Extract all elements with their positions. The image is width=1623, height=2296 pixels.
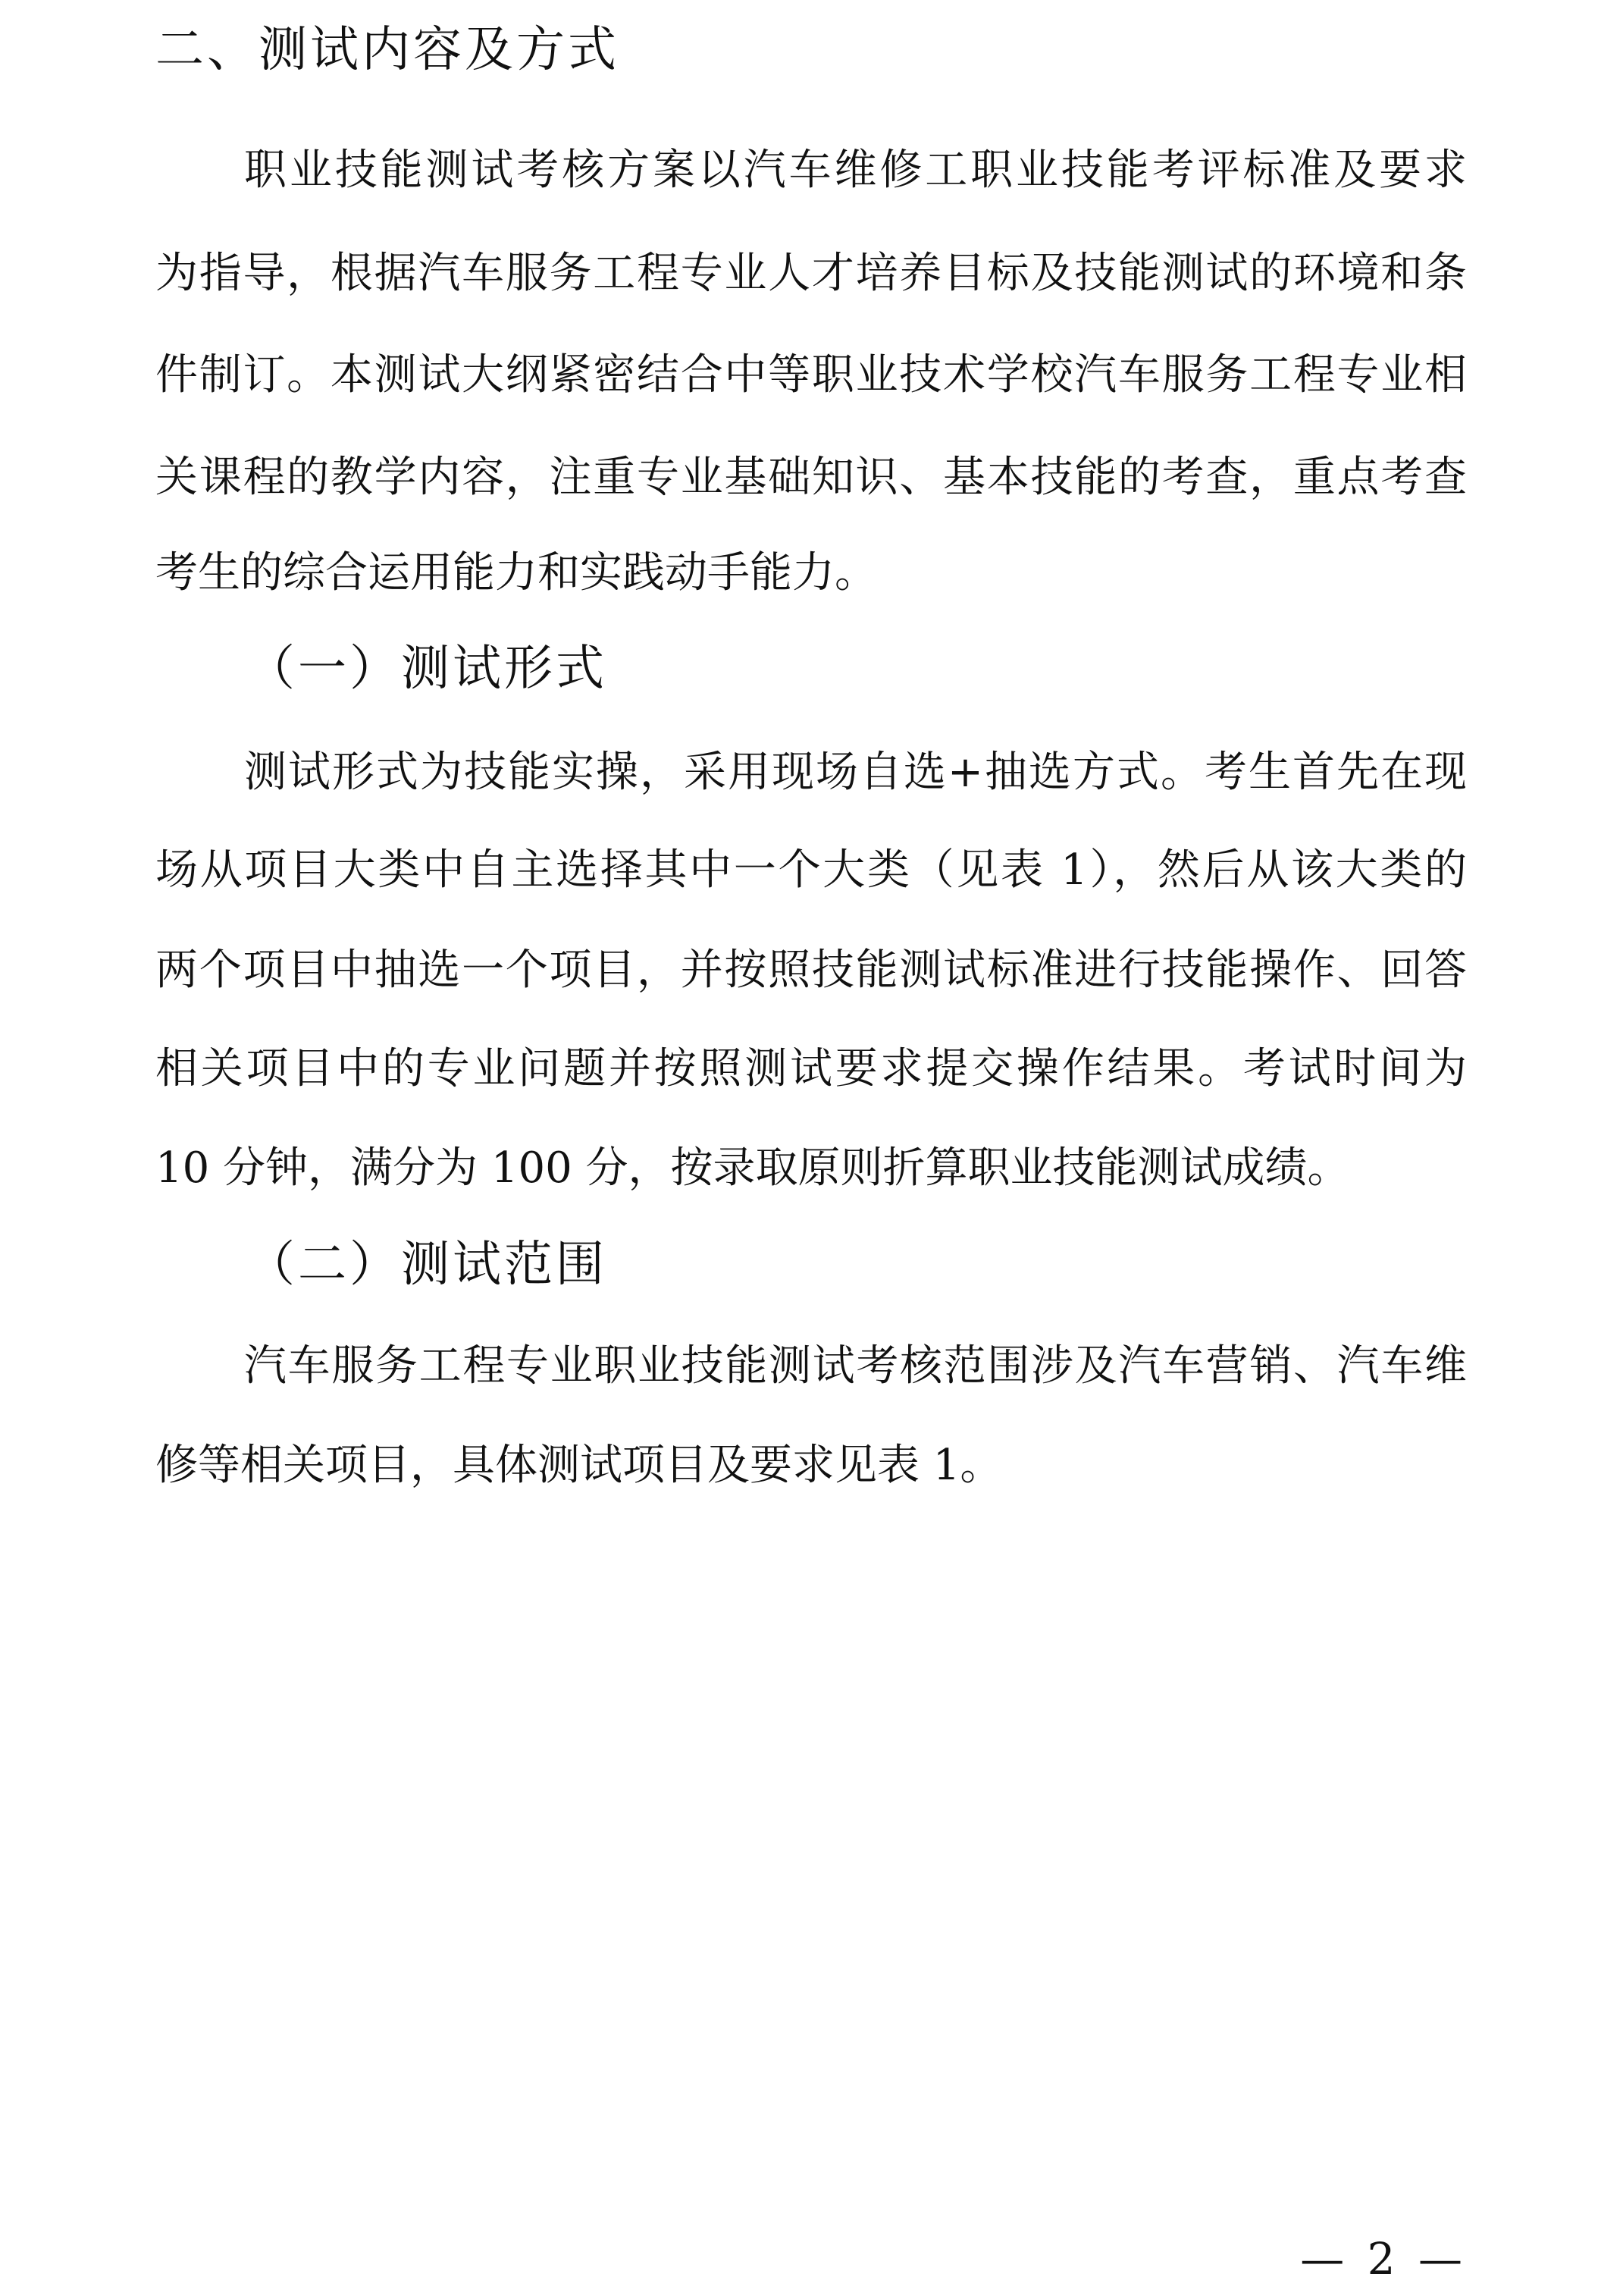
- paragraph-line: 修等相关项目，具体测试项目及要求见表 1。: [155, 1441, 1003, 1490]
- paragraph-line: 为指导，根据汽车服务工程专业人才培养目标及技能测试的环境和条: [155, 249, 1467, 298]
- paragraph-line: 场从项目大类中自主选择其中一个大类（见表 1），然后从该大类的: [155, 845, 1467, 895]
- paragraph-line: 测试形式为技能实操，采用现场自选+抽选方式。考生首先在现: [244, 748, 1467, 797]
- paragraph-line: 10 分钟，满分为 100 分，按录取原则折算职业技能测试成绩。: [155, 1143, 1350, 1193]
- paragraph-line: 考生的综合运用能力和实践动手能力。: [155, 548, 877, 598]
- subsection-heading-form: （一）测试形式: [246, 641, 607, 697]
- subsection-heading-scope: （二）测试范围: [246, 1237, 607, 1293]
- paragraph-line: 件制订。本测试大纲紧密结合中等职业技术学校汽车服务工程专业相: [155, 350, 1467, 400]
- paragraph-line: 关课程的教学内容，注重专业基础知识、基本技能的考查，重点考查: [155, 453, 1467, 502]
- page-number: — 2 —: [1300, 2233, 1467, 2285]
- paragraph-line: 汽车服务工程专业职业技能测试考核范围涉及汽车营销、汽车维: [244, 1341, 1467, 1391]
- section-heading: 二、测试内容及方式: [155, 22, 619, 78]
- paragraph-line: 职业技能测试考核方案以汽车维修工职业技能考评标准及要求: [244, 146, 1467, 195]
- paragraph-line: 两个项目中抽选一个项目，并按照技能测试标准进行技能操作、回答: [155, 946, 1467, 995]
- paragraph-line: 相关项目中的专业问题并按照测试要求提交操作结果。考试时间为: [155, 1044, 1467, 1093]
